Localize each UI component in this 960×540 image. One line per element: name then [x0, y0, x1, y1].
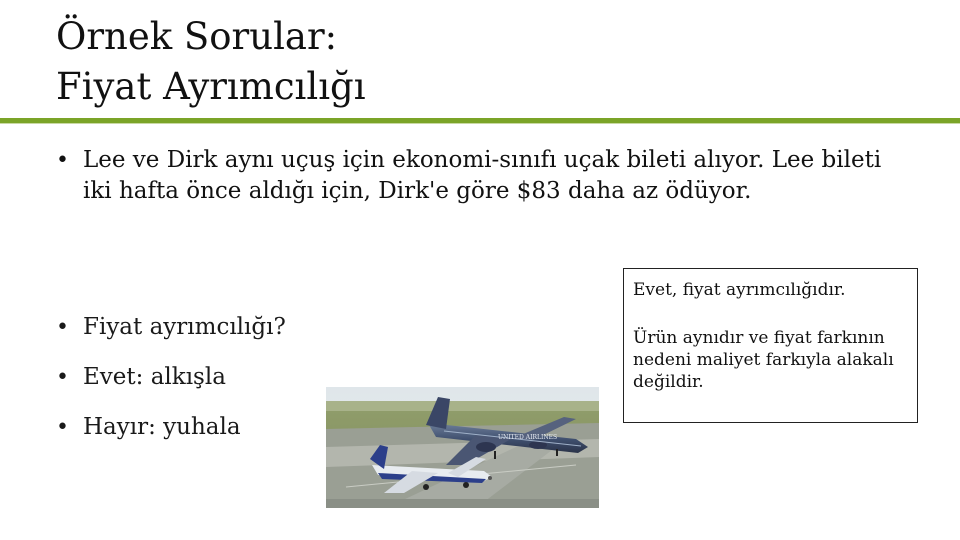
list-item	[56, 312, 356, 343]
intro-bullet	[56, 145, 896, 207]
airplanes-photo	[326, 387, 599, 508]
bullet-marker: •	[56, 415, 69, 440]
callout-answer: Evet, fiyat ayrımcılığıdır.	[633, 280, 846, 300]
title-line-2: Fiyat Ayrımcılığı	[56, 65, 366, 108]
option-list	[56, 312, 356, 462]
answer-callout	[623, 268, 918, 423]
airline-text: UNITED AIRLINES	[498, 434, 558, 441]
option-question: Fiyat ayrımcılığı?	[83, 314, 286, 340]
title-line-1: Örnek Sorular:	[56, 15, 338, 58]
title-divider-shadow	[0, 123, 960, 124]
bullet-marker: •	[56, 315, 69, 340]
airplanes-image	[326, 387, 599, 508]
option-no: Hayır: yuhala	[83, 414, 241, 440]
list-item	[56, 412, 356, 443]
option-yes: Evet: alkışla	[83, 364, 226, 390]
bullet-marker: •	[56, 148, 69, 173]
callout-spacer	[633, 301, 907, 327]
list-item	[56, 362, 356, 393]
intro-text: Lee ve Dirk aynı uçuş için ekonomi-sınıfı uçak bileti alıyor. Lee bileti iki hafta önce aldığı için, Dirk'e göre $83 daha az ödüyor.	[83, 147, 882, 204]
callout-explanation: Ürün aynıdır ve fiyat farkının nedeni maliyet farkıyla alakalı değildir.	[633, 328, 894, 392]
bullet-marker: •	[56, 365, 69, 390]
slide-title	[56, 12, 756, 112]
